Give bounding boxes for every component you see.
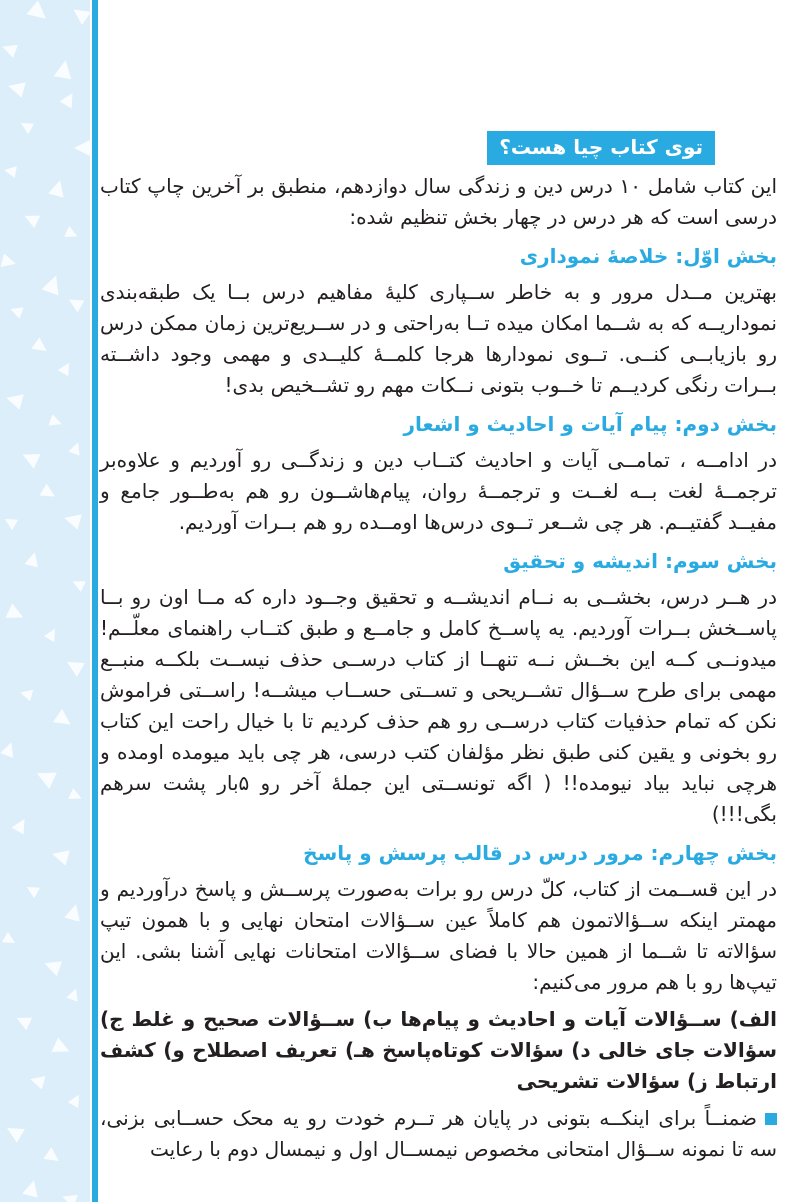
triangle-decoration [58,360,74,376]
triangle-decoration [44,626,60,642]
triangle-decoration [50,846,70,866]
triangle-decoration [19,447,40,468]
triangle-decoration [0,740,18,758]
triangle-decoration [64,902,84,922]
triangle-pattern [0,0,90,1202]
triangle-decoration [51,1037,72,1058]
triangle-decoration [68,788,84,804]
triangle-decoration [54,59,75,80]
question-types-list: الف) ســؤالات آیات و احادیث و پیام‌ها ب) ســؤالات صحیح و غلط ج) سؤالات جای خالی د) سؤالات کوتاه‌پاسخ هـ) تعریف اصطلاح و) کشف ارتباط ز) سؤالات تشریحی [100,1007,777,1093]
triangle-decoration [31,337,50,356]
triangle-decoration [64,226,80,242]
section-2-body: در ادامــه ، تمامــی آیات و احادیث کتــاب دین و زندگــی رو آوردیم و علاوه‌بر ترجمــهٔ لغت بــه لغــت و ترجمــهٔ روان، پیام‌هاشــون رو هم به‌طــور جامع و مفیــد گفتیــم. هر چی شــعر تــوی درس‌ها اومــده رو هم بــرات آوردیم. [100,448,777,534]
page-title: توی کتاب چیا هست؟ [487,131,715,165]
section-4-heading: بخش چهارم: مرور درس در قالب پرسش و پاسخ [303,841,777,865]
triangle-decoration [69,3,90,25]
triangle-decoration [8,303,23,318]
triangle-decoration [0,40,18,58]
triangle-decoration [2,932,18,948]
triangle-decoration [24,882,40,898]
triangle-decoration [24,550,41,567]
triangle-decoration [65,293,84,312]
triangle-decoration [74,140,90,156]
triangle-decoration [4,390,24,410]
note-text: ضمنــاً برای اینکــه بتونی در پایان هر تــرم خودت رو یه محک حســابی بزنی، سه تا نمونه ســؤال امتحانی مخصوص نیمســال اول و نیمسال دوم با رعایت [100,1106,777,1161]
triangle-decoration [63,655,85,677]
triangle-decoration [39,483,58,502]
triangle-decoration [48,178,68,198]
triangle-decoration [6,78,26,98]
triangle-decoration [53,709,75,731]
triangle-decoration [41,272,64,295]
triangle-decoration [19,687,34,702]
triangle-decoration [68,1092,84,1108]
triangle-decoration [48,414,63,429]
section-1-body: بهترین مــدل مرور و به خاطر ســپاری کلیهٔ مفاهیم درس بــا یک طبقه‌بندی نموداریــه که به شــما امکان میده تــا به‌راحتی و در ســریع‌ترین زمان ممکن درس رو بازیابــی کنــی. تــوی نمودارها هرجا کلمــهٔ کلیــدی و مهمی وجود داشــته بــرات رنگی کردیــم تا خــوب بتونی نــکات مهم رو تشــخیص بدی! [100,280,777,397]
triangle-decoration [62,510,82,530]
triangle-decoration [60,1190,78,1202]
section-3-body: در هــر درس، بخشــی به نــام اندیشــه و تحقیق وجــود داره که مــا اون رو بــا پاســخش بــرات آوردیم. یه پاســخ کامل و جامــع و طبق کتــاب راهنمای معلّــم! میدونــی کــه این بخــش نــه تنهــا از کتاب درســی حذف نیســت بلکــه منبــع مهمی برای طرح ســؤال تشــریحی و تســتی حســاب میشــه! راســتی فراموش نکن که تمام حذفیات کتاب درســی رو هم حذف کردیم تا با خیال راحت این کتاب رو بخونی و یقین کنی طبق نظر مؤلفان کتب درسی، هر چی باید میومده اومده و هرچی نباید بیاد نیومده!! ( اگه تونســتی این جملهٔ آخر رو ۵بار پشت سرهم بگی!!!) [100,585,778,826]
section-2-heading: بخش دوم: پیام آیات و احادیث و اشعار [403,412,777,436]
triangle-decoration [3,1121,25,1143]
page-content [100,131,777,1165]
triangle-decoration [59,89,78,108]
triangle-decoration [28,1072,45,1089]
note-paragraph [100,1103,777,1165]
triangle-decoration [5,603,26,624]
square-bullet-icon [765,1113,777,1125]
triangle-decoration [18,118,34,134]
triangle-decoration [3,164,17,178]
triangle-decoration [11,815,30,834]
triangle-decoration [26,0,51,25]
triangle-decoration [42,956,63,977]
intro-paragraph: این کتاب شامل ۱۰ درس دین و زندگی سال دوازدهم، منطبق بر آخرین چاپ کتاب درسی است که هر درس در چهار بخش تنظیم شده: [100,174,778,229]
triangle-decoration [2,514,18,530]
triangle-decoration [33,765,57,789]
triangle-decoration [68,440,83,455]
triangle-decoration [66,986,81,1001]
triangle-decoration [70,576,86,592]
section-1-heading: بخش اوّل: خلاصهٔ نموداری [519,244,777,268]
section-3-heading: بخش سوم: اندیشه و تحقیق [503,549,777,573]
triangle-decoration [0,253,17,270]
triangle-decoration [22,210,41,229]
triangle-decoration [14,1012,33,1031]
section-4-body: در این قســمت از کتاب، کلّ درس رو برات به‌صورت پرســش و پاسخ درآوردیم و مهمتر اینکه ســؤالاتمون هم کاملاً عین ســؤالات امتحان نهایی و با همون تیپ سؤالاته تا شــما از همین حالا با فضای ســؤالات امتحانات نهایی آشنا بشی. این تیپ‌ها رو با هم مرور می‌کنیم: [100,877,777,994]
triangle-decoration [22,1178,42,1198]
accent-stripe [92,0,98,1202]
triangle-decoration [43,1147,62,1166]
